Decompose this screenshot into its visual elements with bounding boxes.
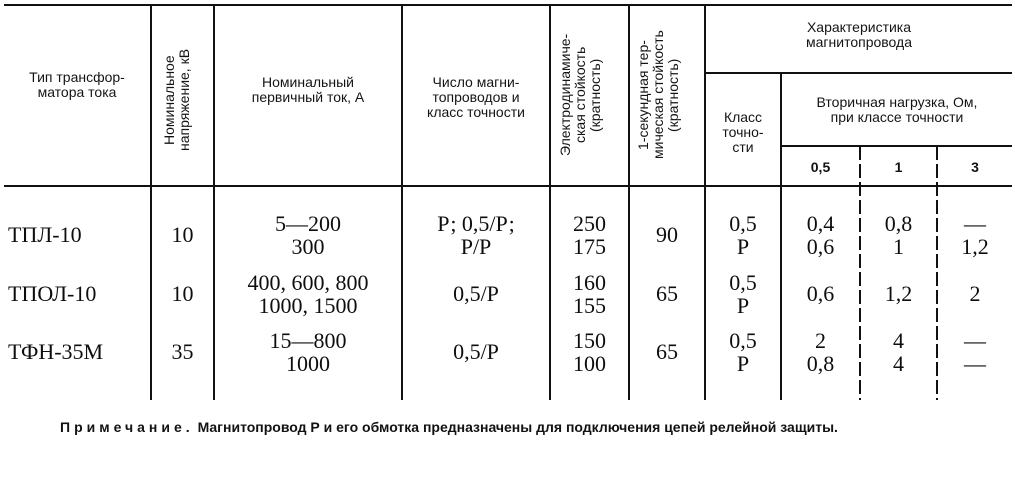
row1-thermal: 90	[656, 222, 678, 247]
header-load-class-3: 3	[971, 159, 979, 175]
load-subheader-rule	[780, 145, 1012, 147]
row2-voltage: 10	[171, 281, 194, 306]
table-note	[60, 420, 1010, 435]
row2-dynamic: 160 155	[573, 270, 606, 318]
row2-thermal: 65	[656, 281, 678, 306]
header-primary-current: Номинальный первичный ток, А	[251, 74, 365, 105]
header-secondary-load: Вторичная нагрузка, Ом, при классе точности	[816, 94, 978, 125]
row3-cores: 0,5/Р	[453, 339, 499, 364]
header-magnetic: Характеристика магнитопровода	[806, 19, 912, 50]
row1-load-1: 0,8 1	[884, 211, 913, 259]
row3-voltage: 35	[171, 339, 194, 364]
row3-accuracy-class: 0,5 Р	[729, 328, 757, 376]
row1-type: ТПЛ-10	[8, 222, 82, 247]
header-type: Тип трансфор- матора тока	[29, 69, 125, 100]
row2-primary-current: 400, 600, 800 1000, 1500	[247, 270, 369, 318]
row1-voltage: 10	[171, 222, 194, 247]
row1-cores: Р; 0,5/Р; Р/Р	[437, 211, 515, 259]
note-text: Магнитопровод Р и его обмотка предназначены для подключения цепей релейной защиты.	[197, 419, 838, 435]
row1-load-05: 0,4 0,6	[806, 211, 835, 259]
row3-primary-current: 15—800 1000	[269, 328, 347, 376]
note-lead: Примечание.	[60, 419, 194, 435]
row2-type: ТПОЛ-10	[8, 281, 97, 306]
header-voltage: Номинальное напряжение, кВ	[161, 48, 192, 152]
header-dynamic: Электродинамиче- ская стойкость (кратность)	[557, 33, 603, 157]
row3-load-3: — —	[964, 328, 986, 376]
header-load-class-1: 1	[894, 159, 903, 175]
header-cores: Число магни- топроводов и класс точности	[427, 74, 525, 120]
row2-load-1: 1,2	[884, 281, 913, 306]
header-accuracy-class: Класс точно- сти	[722, 109, 764, 155]
row3-load-05: 2 0,8	[806, 328, 835, 376]
row1-accuracy-class: 0,5 Р	[729, 211, 757, 259]
header-thermal: 1-секундная тер- мическая стойкость (кратность)	[635, 30, 681, 160]
row2-load-05: 0,6	[806, 281, 835, 306]
row1-dynamic: 250 175	[573, 211, 606, 259]
magnetic-subheader-rule	[704, 72, 1012, 74]
row3-type: ТФН-35М	[8, 339, 104, 364]
row3-load-1: 4 4	[893, 328, 904, 376]
row3-thermal: 65	[656, 339, 678, 364]
row2-cores: 0,5/Р	[453, 281, 499, 306]
row1-load-3: — 1,2	[961, 211, 989, 259]
header-load-class-05: 0,5	[810, 159, 831, 175]
row2-accuracy-class: 0,5 Р	[729, 270, 757, 318]
row1-primary-current: 5—200 300	[275, 211, 341, 259]
row2-load-3: 2	[969, 281, 981, 306]
row3-dynamic: 150 100	[573, 328, 606, 376]
table-top-rule	[4, 4, 1012, 6]
